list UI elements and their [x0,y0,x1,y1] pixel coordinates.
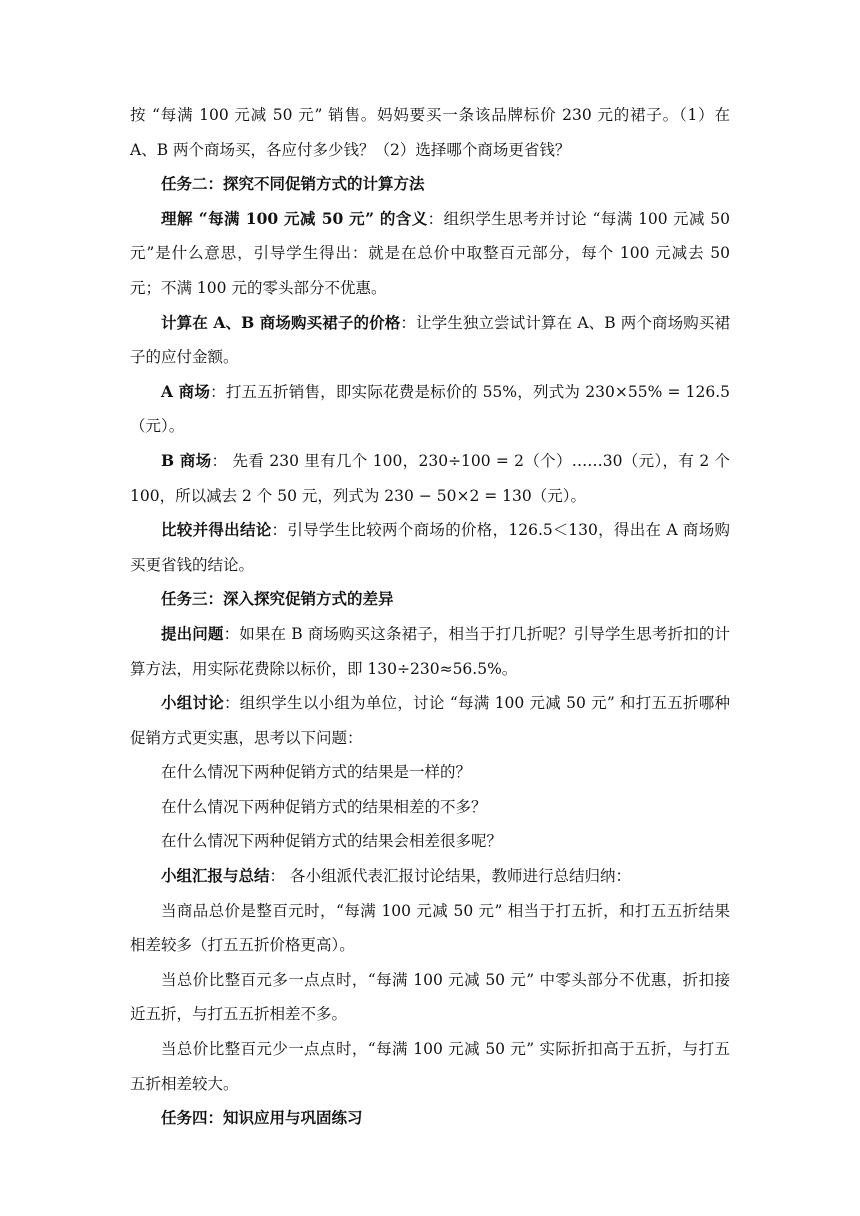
paragraph-text: ：让学生独立尝试计算在 A、B 两个商场购买裙子的应付金额。 [130,313,730,367]
discussion-question-3: 在什么情况下两种促销方式的结果会相差很多呢？ [161,832,503,851]
summary-point-3: 当总价比整百元少一点点时，“每满 100 元减 50 元” 实际折扣高于五折，与打五五折相差较大。 [130,1040,730,1093]
paragraph-text: ：打五五折销售，即实际花费是标价的 55%，列式为 230×55% = 126.5（元）。 [130,382,730,436]
paragraph-question [130,617,730,686]
paragraph-mall-a [130,375,730,444]
paragraph-mall-b [130,444,730,513]
section-heading-task-2: 任务二：探究不同促销方式的计算方法 [161,174,425,194]
paragraph-summary [130,859,730,894]
paragraph-text: ：组织学生思考并讨论 “每满 100 元减 50 元”是什么意思，引导学生得出：就是在总价中取整百元部分，每个 100 元减去 50 元；不满 100 元的零头部分不优惠。 [130,209,730,297]
paragraph-meaning [130,202,730,306]
paragraph-text: ：引导学生比较两个商场的价格，126.5＜130，得出在 A 商场购买更省钱的结论。 [130,521,730,574]
section-heading-task-4: 任务四：知识应用与巩固练习 [161,1108,363,1128]
paragraph-text: ： 各小组派代表汇报讨论结果，教师进行总结归纳： [269,867,631,886]
paragraph-problem-statement: 按 “每满 100 元减 50 元” 销售。妈妈要买一条该品牌标价 230 元的裙子。（1）在 A、B 两个商场买，各应付多少钱？（2）选择哪个商场更省钱？ [130,106,730,159]
paragraph-label: A 商场 [161,381,211,401]
paragraph-label: 小组讨论 [161,693,225,713]
paragraph-text: ：如果在 B 商场购买这条裙子，相当于打几折呢？引导学生思考折扣的计算方法，用实际花费除以标价，即 130÷230≈56.5%。 [130,624,730,678]
paragraph-label: 理解 “每满 100 元减 50 元” 的含义 [161,208,428,228]
paragraph-label: B 商场 [161,450,212,470]
summary-point-2: 当总价比整百元多一点点时，“每满 100 元减 50 元” 中零头部分不优惠，折扣接近五折，与打五五折相差不多。 [130,970,730,1024]
paragraph-label: 比较并得出结论 [161,520,272,540]
paragraph-text: ： 先看 230 里有几个 100，230÷100 = 2（个）……30（元），有 2 个 100，所以减去 2 个 50 元，列式为 230 − 50×2 = 130（元）。 [130,451,731,505]
paragraph-compare [130,513,730,582]
paragraph-group-discussion [130,686,730,755]
discussion-question-1: 在什么情况下两种促销方式的结果是一样的？ [161,763,472,782]
paragraph-label: 提出问题 [161,623,224,643]
paragraph-calc-intro [130,306,730,375]
section-heading-task-3: 任务三：深入探究促销方式的差异 [161,589,394,609]
summary-point-1: 当商品总价是整百元时，“每满 100 元减 50 元” 相当于打五折，和打五五折结果相差较多（打五五折价格更高）。 [130,901,730,955]
discussion-question-2: 在什么情况下两种促销方式的结果相差的不多？ [161,797,487,816]
paragraph-label: 小组汇报与总结 [161,866,270,886]
document-body [130,98,730,1136]
paragraph-text: ：组织学生以小组为单位，讨论 “每满 100 元减 50 元” 和打五五折哪种促销方式更实惠，思考以下问题： [130,694,730,747]
paragraph-label: 计算在 A、B 商场购买裙子的价格 [161,312,401,332]
